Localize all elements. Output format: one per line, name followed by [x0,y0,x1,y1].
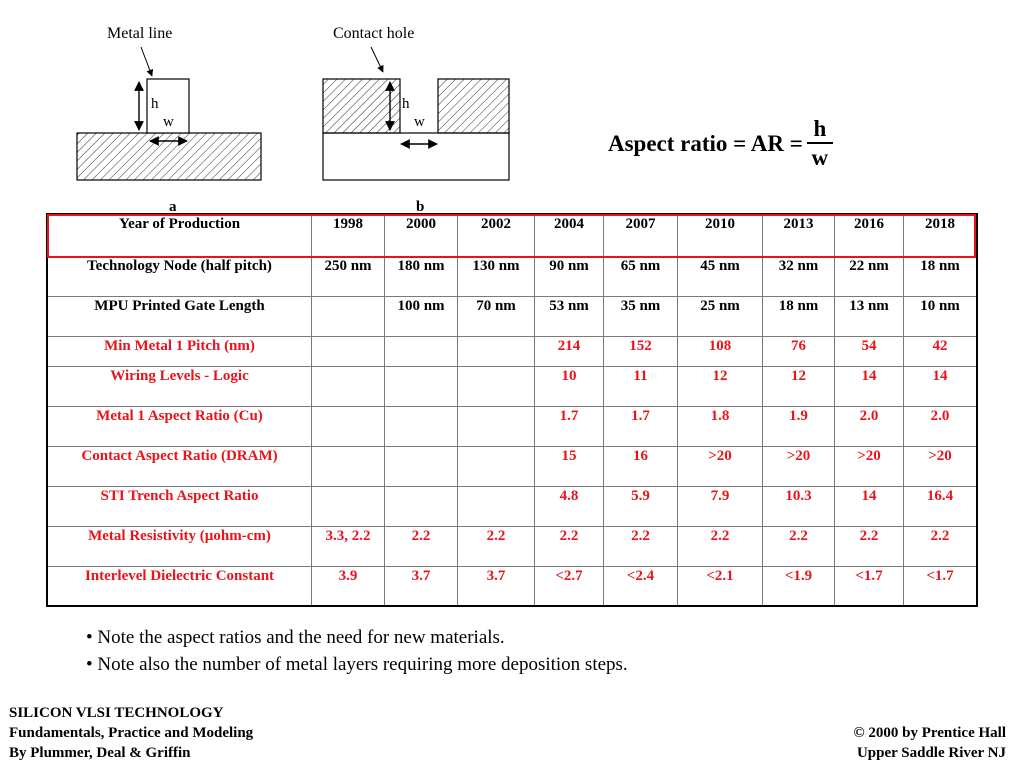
value-cell: 35 nm [604,297,678,337]
value-cell: 2.2 [458,527,535,567]
value-cell: <2.7 [535,567,604,606]
footer-line: By Plummer, Deal & Griffin [9,745,191,761]
table-row [48,337,977,367]
value-cell: 13 nm [835,297,904,337]
table-row [48,257,977,297]
aspect-ratio-formula [608,112,833,176]
value-cell: 1.7 [604,407,678,447]
value-cell: 2.2 [763,527,835,567]
year-cell: 2018 [904,215,977,257]
value-cell: 25 nm [678,297,763,337]
value-cell: 76 [763,337,835,367]
value-cell: 2.2 [904,527,977,567]
row-label-cell: Metal 1 Aspect Ratio (Cu) [48,407,312,447]
row-label-cell: Min Metal 1 Pitch (nm) [48,337,312,367]
row-label-cell: Metal Resistivity (µohm-cm) [48,527,312,567]
year-cell: 2004 [535,215,604,257]
value-cell: 22 nm [835,257,904,297]
year-cell: 2013 [763,215,835,257]
height-label-a: h [151,96,159,112]
value-cell: 53 nm [535,297,604,337]
footer-book-info [9,703,253,763]
value-cell [385,407,458,447]
value-cell: 3.3, 2.2 [312,527,385,567]
value-cell: 2.0 [835,407,904,447]
value-cell: 14 [835,367,904,407]
value-cell: 130 nm [458,257,535,297]
value-cell [312,447,385,487]
value-cell: <2.1 [678,567,763,606]
table-header-row [48,215,977,257]
year-cell: 2000 [385,215,458,257]
value-cell: 18 nm [763,297,835,337]
value-cell: <1.9 [763,567,835,606]
note-item: • Note the aspect ratios and the need for new materials. [86,627,505,648]
table-body [48,215,977,606]
formula-text: Aspect ratio = AR = [608,131,803,156]
value-cell: 12 [763,367,835,407]
value-cell: 2.2 [835,527,904,567]
header-label-cell: Year of Production [48,215,312,257]
value-cell [385,487,458,527]
value-cell: 2.2 [535,527,604,567]
value-cell [312,407,385,447]
value-cell [385,447,458,487]
value-cell: 214 [535,337,604,367]
formula-numerator: h [813,116,827,141]
value-cell: 65 nm [604,257,678,297]
value-cell: >20 [763,447,835,487]
value-cell: >20 [835,447,904,487]
year-cell: 2010 [678,215,763,257]
height-label-b: h [402,96,410,112]
table-row [48,407,977,447]
width-label-b: w [414,114,425,130]
value-cell [458,447,535,487]
footer-copyright [853,723,1006,763]
value-cell: 1.9 [763,407,835,447]
value-cell: 3.9 [312,567,385,606]
notes [86,624,628,678]
value-cell: 45 nm [678,257,763,297]
roadmap-table [47,214,977,606]
width-label-a: w [163,114,174,130]
value-cell: 5.9 [604,487,678,527]
value-cell: 90 nm [535,257,604,297]
year-cell: 2016 [835,215,904,257]
value-cell [458,337,535,367]
value-cell: 2.2 [604,527,678,567]
formula-fraction [807,116,833,172]
value-cell: 1.7 [535,407,604,447]
row-label-cell: STI Trench Aspect Ratio [48,487,312,527]
value-cell: 2.2 [385,527,458,567]
value-cell: 3.7 [458,567,535,606]
value-cell: 11 [604,367,678,407]
value-cell: 10 [535,367,604,407]
value-cell: 42 [904,337,977,367]
value-cell: >20 [904,447,977,487]
value-cell: 14 [904,367,977,407]
note-item: • Note also the number of metal layers requiring more deposition steps. [86,654,628,675]
value-cell [312,337,385,367]
value-cell [458,407,535,447]
value-cell: 180 nm [385,257,458,297]
table-row [48,487,977,527]
panel-a-label: a [169,199,177,215]
value-cell: 10 nm [904,297,977,337]
table-row [48,527,977,567]
value-cell: 14 [835,487,904,527]
formula-denominator: w [811,145,829,170]
value-cell: 4.8 [535,487,604,527]
value-cell [312,487,385,527]
row-label-cell: MPU Printed Gate Length [48,297,312,337]
panel-b-label: b [416,199,425,215]
value-cell: 108 [678,337,763,367]
value-cell [458,367,535,407]
year-cell: 2002 [458,215,535,257]
footer-line: Fundamentals, Practice and Modeling [9,725,254,741]
row-label-cell: Interlevel Dielectric Constant [48,567,312,606]
row-label-cell: Technology Node (half pitch) [48,257,312,297]
value-cell [458,487,535,527]
value-cell [312,297,385,337]
value-cell: 100 nm [385,297,458,337]
value-cell: 2.0 [904,407,977,447]
value-cell: <1.7 [835,567,904,606]
contact-hole-label: Contact hole [333,25,415,42]
value-cell [312,367,385,407]
value-cell: 12 [678,367,763,407]
metal-line-label: Metal line [107,25,173,42]
value-cell: 2.2 [678,527,763,567]
value-cell: <2.4 [604,567,678,606]
year-cell: 1998 [312,215,385,257]
value-cell [385,367,458,407]
value-cell: 250 nm [312,257,385,297]
value-cell: 32 nm [763,257,835,297]
value-cell: 152 [604,337,678,367]
value-cell: 16 [604,447,678,487]
table-row [48,367,977,407]
table-row [48,297,977,337]
footer-line: Upper Saddle River NJ [856,745,1006,761]
row-label-cell: Wiring Levels - Logic [48,367,312,407]
value-cell: <1.7 [904,567,977,606]
value-cell: 16.4 [904,487,977,527]
value-cell: 54 [835,337,904,367]
value-cell: 15 [535,447,604,487]
value-cell [385,337,458,367]
row-label-cell: Contact Aspect Ratio (DRAM) [48,447,312,487]
value-cell: 18 nm [904,257,977,297]
aspect-ratio-diagram [0,0,600,225]
table-row [48,567,977,606]
footer-line: SILICON VLSI TECHNOLOGY [9,705,224,721]
value-cell: 10.3 [763,487,835,527]
table-row [48,447,977,487]
value-cell: 7.9 [678,487,763,527]
footer-line: © 2000 by Prentice Hall [853,725,1006,741]
value-cell: 1.8 [678,407,763,447]
value-cell: 3.7 [385,567,458,606]
value-cell: >20 [678,447,763,487]
value-cell: 70 nm [458,297,535,337]
year-cell: 2007 [604,215,678,257]
